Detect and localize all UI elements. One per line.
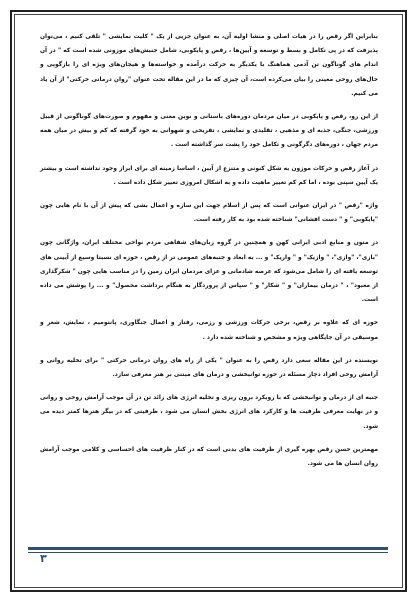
footer-divider-thick: [28, 547, 388, 550]
body-text: [40, 30, 378, 480]
paragraph-8: جنبه ای از درمان و توانبخشی که با رویکرد برون ریزی و تخلیه انرژی های زائد تن در آن موجب آرامش روحی و روانی و در نهایت معرفی ظرفیت ها و کارکرد های انرژی بخش انسان می شود ، ظرفیتی که در بیگر هنرها کمتر دیده می شود.: [40, 395, 378, 430]
paragraph-3: در آغاز رقص و حرکات موزون به شکل کنونی و متنزع از آیین ، اساسا زمینه ای برای ابراز وجود نداشته است و بیشتر یک آیین سپنی بوده ، اما کم کم تغییر ماهیت داده و به اشکال امروزی تغییر شکل داده است .: [40, 165, 378, 186]
page-number: ۳: [40, 552, 47, 565]
paragraph-5: در متون و منابع ادبی ایرانی کهن و همچنین در گروه زبان‌های شفاهی مردم نواحی مختلف ایران، واژگانی چون "بازی"، "وازی"، " وازیک" و " واریک" و ... به ابعاد و جنبه‌های عمومی تر از رقص ، حوزه ای نسبتا وسیع از آیینی های توسعه یافته ای را شامل می‌شود که عرصه شادمانی و عزای مردمان ایران زمین را در مناسب هایی چون " شکرگذاری از معبود" ، " درمان بیماران" و " شکار" و " سپاس از پروردگار به هنگام برداشت محصول" و ... را پوشش می داده است.: [40, 240, 378, 304]
paragraph-2: از این رو، رقص و پایکوبی در میان مردمان دوره‌های باستانی و نوین معنی و مفهوم و صورت‌های گوناگونی از قبیل ورزشی، جنگی، جذبه ای و مذهبی ، تقلیدی و نمایشی ، تفریحی و شهوانی به خود گرفته که کم و بیش در میان همه مردم جهان ، دوره‌های دگرگونی و تکامل خود را پشت سر گذاشته است .: [40, 114, 378, 149]
paragraph-7: نویسنده در این مقاله سعی دارد رقص را به عنوان " یکی از راه های روان درمانی حرکتی " برای تخلیه روانی و آرامش روحی افراد دچار مسئله در حوزه توانبخشی و درمان های مبتنی بر هنر معرفی سازد.: [40, 357, 378, 379]
paragraph-4: واژه "رقص " در ایران عنوانی است که پس از اسلام جهت این سازه و اعمال بشی که پیش از آن با نام هایی چون "پایکوبی" و " دست افشانی" شناخته شده بود به کار رفته است.: [40, 203, 378, 224]
paragraph-9: مهمترین حسن رقص بهره گیری از ظرفیت های بدنی است که در کنار ظرفیت های احساسی و کلامی موجب آرامش روان انسان ها می شود.: [40, 446, 378, 468]
paragraph-1: بنابراین اگر رقص را در هیات اصلی و منشا اولیه آن، به عنوان جزیی از یک " کلیت نمایشی " تلقی کنیم ، می‌توان پذیرفت که در پی تکامل و بسط و توسعه و آیین‌ها ، رقص و پایکوبی، شامل جنبش‌های موزونی شده است که " در آن اندام های گوناگون تن آدمی هماهنگ با یکدیگر به حرکت درآمده و خواسته‌ها و هیجان‌های ویژه ای را بازگویی و حال‌های روحی معینی را بیان می‌کرده است، آن چیزی که ما در این مقاله تحت عنوان "روان درمانی حرکتی" از آن یاد می کنیم.: [40, 34, 378, 97]
paragraph-6: حوزه ای که علاوه بر رقص، برخی حرکات ورزشی و رزمی، رفتار و اعمال جنگاوری، پانتومیم ، نمایش، شعر و موسیقی در آن جایگاهی ویژه و مشخص و شناخته شده دارد .: [40, 320, 378, 341]
footer-divider-thin: [28, 552, 388, 553]
